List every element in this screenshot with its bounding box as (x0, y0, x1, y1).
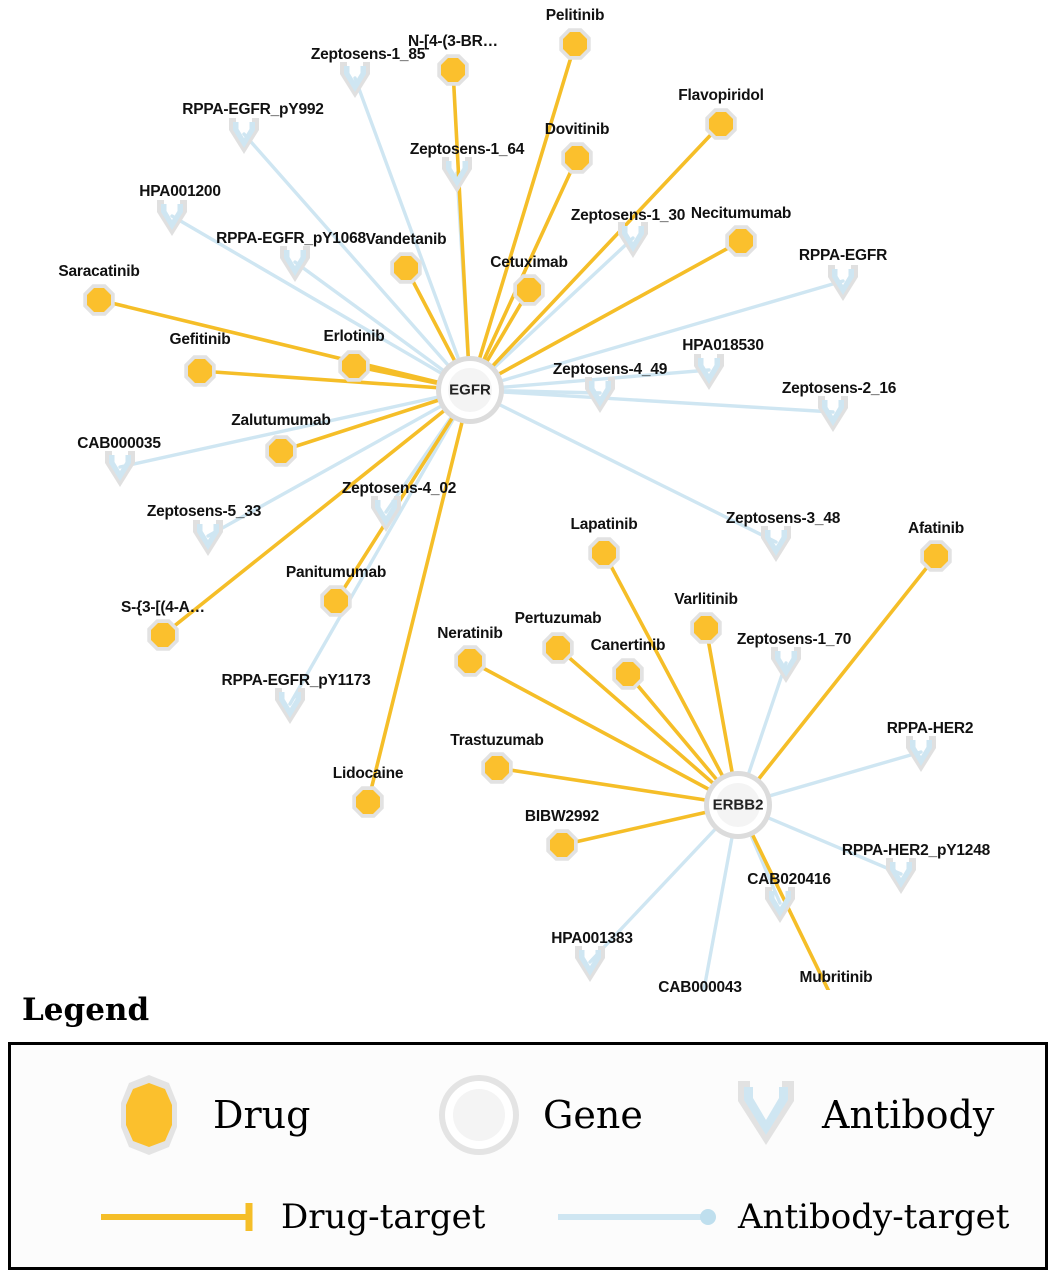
gene-node-label: ERBB2 (712, 796, 764, 814)
legend-title: Legend (22, 992, 150, 1028)
legend-item-antibody-target (556, 1197, 1009, 1237)
antibody-node-label: RPPA-EGFR_pY1068 (216, 230, 366, 247)
drug-edge-icon (99, 1197, 269, 1237)
legend-label-gene: Gene (543, 1093, 643, 1137)
drug-node-label: Gefitinib (169, 331, 231, 348)
drug-node-label: Mubritinib (799, 969, 873, 986)
antibody-node-label: Zeptosens-5_33 (146, 503, 262, 520)
antibody-node-label: CAB000043 (658, 979, 742, 996)
antibody-node-label: HPA018530 (682, 337, 764, 354)
antibody-node-label: Zeptosens-2_16 (781, 380, 897, 397)
drug-node-label: BIBW2992 (524, 808, 600, 825)
drug-node-label: Flavopiridol (678, 87, 764, 104)
antibody-node-label: RPPA-EGFR_pY1173 (221, 672, 371, 689)
drug-node-label: Varlitinib (674, 591, 738, 608)
drug-node-label: Neratinib (437, 625, 503, 642)
drug-node-label: Dovitinib (544, 121, 610, 138)
antibody-node-label: CAB000035 (77, 435, 161, 452)
gene-node-label: EGFR (449, 381, 491, 399)
drug-node-label: N-[4-(3-BR… (408, 33, 498, 50)
drug-node-label: Lidocaine (332, 765, 404, 782)
drug-node-label: Panitumumab (285, 564, 387, 581)
drug-node-label: Cetuximab (490, 254, 568, 271)
antibody-node-label: Zeptosens-4_49 (552, 361, 668, 378)
antibody-node-label: Zeptosens-4_02 (341, 480, 457, 497)
drug-node-label: Pertuzumab (514, 610, 602, 627)
antibody-edges (120, 78, 921, 990)
antibody-node-label: Zeptosens-1_85 (310, 46, 426, 63)
antibody-node-label: RPPA-HER2_pY1248 (841, 842, 991, 859)
drug-node-label: Saracatinib (58, 263, 140, 280)
drug-node-label: Lapatinib (570, 516, 638, 533)
antibody-node-label: RPPA-HER2 (886, 720, 974, 737)
antibody-node-label: Zeptosens-1_70 (736, 631, 852, 648)
antibody-node-label: HPA001200 (139, 183, 221, 200)
legend-label-antibody: Antibody (822, 1093, 995, 1137)
drug-node-label: Pelitinib (545, 7, 605, 24)
antibody-icon (726, 1067, 806, 1163)
legend-item-drug-target (99, 1197, 485, 1237)
legend-label-antibody-target: Antibody-target (738, 1197, 1010, 1237)
antibody-node-label: Zeptosens-1_64 (409, 141, 525, 158)
legend-label-drug-target: Drug-target (281, 1197, 486, 1237)
legend-item-gene (431, 1067, 643, 1163)
drug-node-label: Zalutumumab (231, 412, 331, 429)
antibody-node-label: RPPA-EGFR_pY992 (182, 101, 324, 118)
drug-node-label: Afatinib (907, 520, 965, 537)
drug-node-label: Necitumumab (690, 205, 792, 222)
antibody-node-label: HPA001383 (551, 930, 633, 947)
legend-item-drug (101, 1067, 310, 1163)
antibody-node-label: Zeptosens-3_48 (725, 510, 841, 527)
antibody-edge-icon (556, 1197, 726, 1237)
legend-panel (8, 1042, 1048, 1270)
legend-label-drug: Drug (213, 1093, 311, 1137)
antibody-node-label: CAB020416 (747, 871, 831, 888)
drug-node-label: Erlotinib (323, 328, 385, 345)
gene-icon (431, 1067, 527, 1163)
drug-node-label: Trastuzumab (450, 732, 544, 749)
antibody-node-label: RPPA-EGFR (798, 247, 888, 264)
drug-node-label: Vandetanib (365, 231, 447, 248)
drug-node-label: S-{3-[(4-A… (121, 599, 205, 616)
drug-icon (101, 1067, 197, 1163)
legend-item-antibody (726, 1067, 994, 1163)
antibody-node-label: Zeptosens-1_30 (570, 207, 686, 224)
drug-node-label: Canertinib (590, 637, 666, 654)
